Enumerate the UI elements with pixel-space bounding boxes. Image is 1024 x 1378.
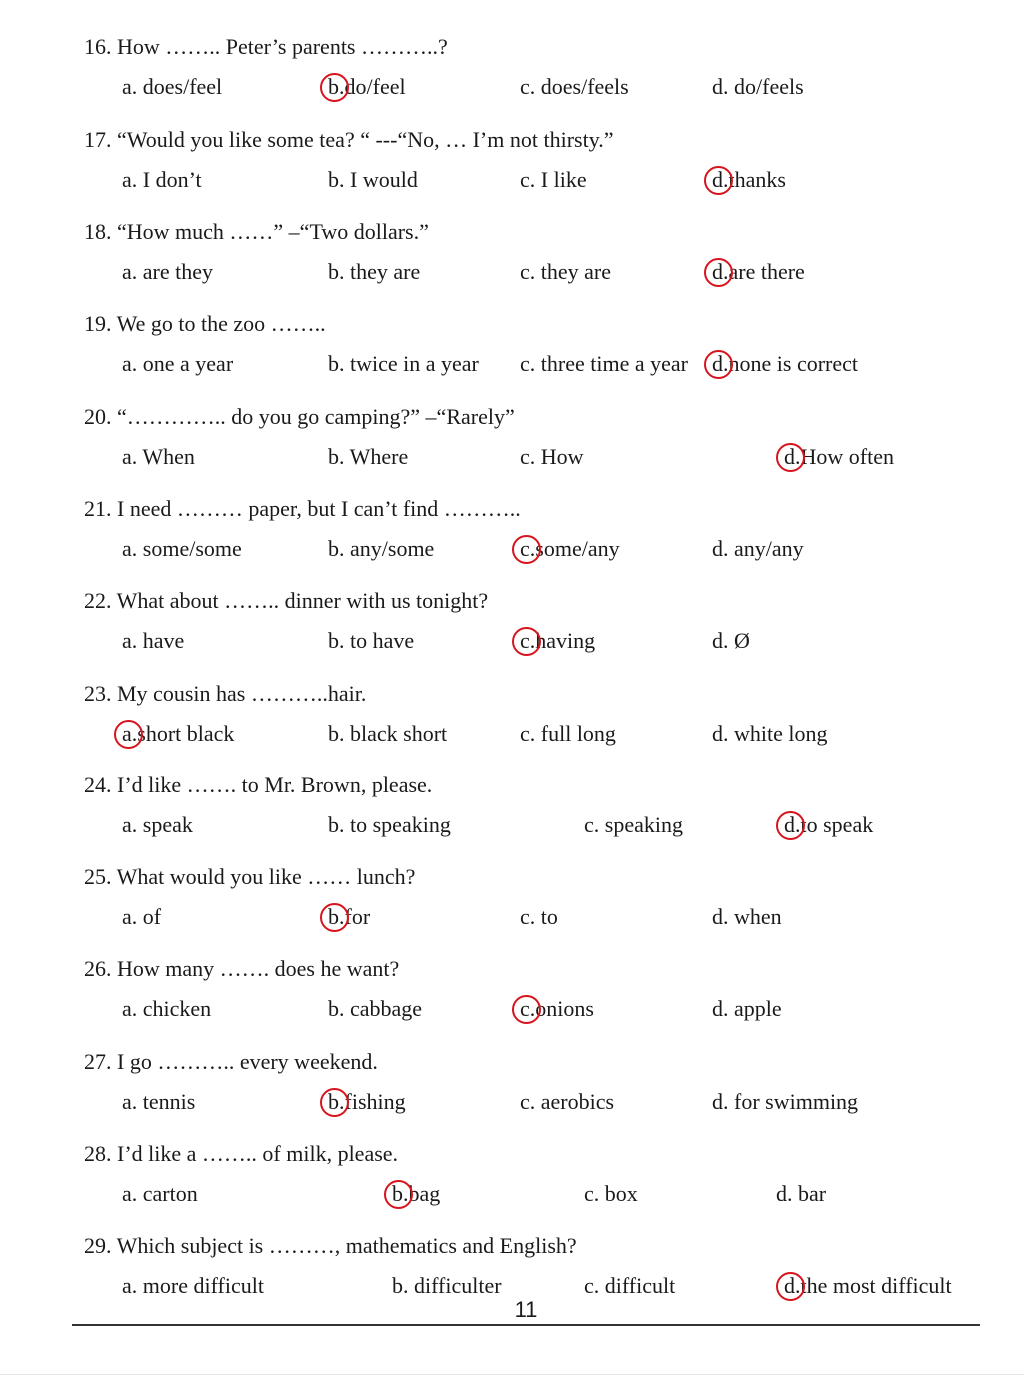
question-26	[0, 936, 1024, 1028]
question-number: 25.	[84, 864, 112, 889]
option-b[interactable]	[328, 626, 414, 656]
question-number: 24.	[84, 772, 112, 797]
option-letter: b.	[392, 1273, 409, 1298]
question-text	[84, 494, 521, 524]
option-text: some/some	[137, 536, 242, 561]
option-text: have	[137, 628, 185, 653]
option-letter: d.	[712, 628, 729, 653]
answer-circle-mark: d.	[784, 810, 801, 840]
option-letter: c.	[520, 74, 536, 99]
question-stem: I need ……… paper, but I can’t find ………..	[117, 496, 521, 521]
option-b-selected[interactable]	[328, 1087, 406, 1117]
option-c[interactable]	[520, 719, 616, 749]
question-number: 27.	[84, 1049, 112, 1074]
answer-circle-mark: d.	[712, 349, 729, 379]
option-c-selected[interactable]	[520, 994, 594, 1024]
option-letter: a.	[122, 536, 138, 561]
question-stem: “………….. do you go camping?” –“Rarely”	[117, 404, 515, 429]
option-text: aerobics	[535, 1089, 615, 1114]
question-29	[0, 1213, 1024, 1305]
option-text: of	[137, 904, 162, 929]
option-text: full long	[535, 721, 616, 746]
option-text: having	[535, 628, 596, 653]
option-letter: d.	[712, 721, 729, 746]
option-text: carton	[137, 1181, 198, 1206]
option-text: they are	[344, 259, 421, 284]
option-text: black short	[344, 721, 448, 746]
question-stem: How …….. Peter’s parents ………..?	[117, 34, 448, 59]
question-number: 17.	[84, 127, 112, 152]
question-number: 28.	[84, 1141, 112, 1166]
option-letter: c.	[584, 1273, 600, 1298]
question-number: 20.	[84, 404, 112, 429]
question-24	[0, 752, 1024, 844]
question-28	[0, 1121, 1024, 1213]
question-text	[84, 1047, 378, 1077]
question-22	[0, 568, 1024, 660]
option-letter: a.	[122, 74, 138, 99]
option-text: speaking	[599, 812, 683, 837]
option-letter: c.	[520, 444, 536, 469]
option-a[interactable]	[122, 1179, 198, 1209]
answer-circle-mark: b.	[392, 1179, 409, 1209]
option-text: one a year	[137, 351, 234, 376]
option-b[interactable]	[328, 442, 408, 472]
option-text: white long	[728, 721, 828, 746]
question-text	[84, 1231, 577, 1261]
page-edge-line	[0, 1374, 1024, 1375]
option-c[interactable]	[520, 165, 587, 195]
option-d[interactable]	[712, 534, 804, 564]
option-letter: b.	[328, 628, 345, 653]
option-letter: b.	[328, 721, 345, 746]
option-text: short black	[137, 721, 235, 746]
option-letter: c.	[520, 259, 536, 284]
question-number: 21.	[84, 496, 112, 521]
option-c[interactable]	[584, 810, 683, 840]
option-text: apple	[728, 996, 782, 1021]
question-27	[0, 1029, 1024, 1121]
option-c[interactable]	[520, 349, 688, 379]
option-text: to speak	[800, 812, 874, 837]
option-text: none is correct	[728, 351, 858, 376]
option-letter: a.	[122, 1273, 138, 1298]
option-letter: a.	[122, 444, 138, 469]
question-16	[0, 14, 1024, 106]
option-letter: b.	[328, 444, 345, 469]
option-letter: b.	[328, 167, 345, 192]
option-letter: a.	[122, 904, 138, 929]
option-a[interactable]	[122, 257, 213, 287]
question-text	[84, 954, 399, 984]
question-text	[84, 679, 366, 709]
option-letter: a.	[122, 1089, 138, 1114]
answer-circle-mark: d.	[784, 442, 801, 472]
question-stem: How many ……. does he want?	[117, 956, 400, 981]
question-17	[0, 107, 1024, 199]
question-19	[0, 291, 1024, 383]
option-letter: b.	[328, 812, 345, 837]
option-d[interactable]	[712, 626, 750, 656]
option-text: do/feels	[728, 74, 804, 99]
option-text: for swimming	[728, 1089, 859, 1114]
question-23	[0, 661, 1024, 753]
answer-circle-mark: d.	[712, 165, 729, 195]
option-text: difficulter	[408, 1273, 502, 1298]
question-stem: We go to the zoo ……..	[116, 311, 326, 336]
option-text: does/feel	[137, 74, 223, 99]
option-b[interactable]	[328, 534, 434, 564]
option-c[interactable]	[520, 902, 558, 932]
option-text: any/some	[344, 536, 435, 561]
question-25	[0, 844, 1024, 936]
answer-circle-mark: d.	[712, 257, 729, 287]
option-letter: a.	[122, 1181, 138, 1206]
option-text: to	[535, 904, 558, 929]
option-letter: a.	[122, 167, 138, 192]
answer-circle-mark: b.	[328, 1087, 345, 1117]
option-a[interactable]	[122, 72, 222, 102]
option-c[interactable]	[520, 1087, 614, 1117]
question-text	[84, 125, 614, 155]
option-letter: b.	[328, 536, 345, 561]
option-b[interactable]	[328, 994, 422, 1024]
option-d-selected[interactable]	[784, 442, 894, 472]
option-text: they are	[535, 259, 611, 284]
question-stem: What would you like …… lunch?	[116, 864, 416, 889]
option-b[interactable]	[328, 165, 418, 195]
option-d-selected[interactable]	[712, 257, 805, 287]
option-a[interactable]	[122, 534, 242, 564]
option-letter: c.	[584, 812, 600, 837]
option-letter: c.	[520, 904, 536, 929]
option-text: to have	[344, 628, 415, 653]
option-text: I don’t	[137, 167, 202, 192]
option-text: does/feels	[535, 74, 629, 99]
option-letter: b.	[328, 996, 345, 1021]
option-letter: a.	[122, 628, 138, 653]
option-text: any/any	[728, 536, 804, 561]
question-21	[0, 476, 1024, 568]
option-text: bar	[792, 1181, 827, 1206]
option-letter: c.	[520, 1089, 536, 1114]
option-text: tennis	[137, 1089, 196, 1114]
question-number: 29.	[84, 1233, 112, 1258]
question-number: 19.	[84, 311, 112, 336]
option-b[interactable]	[328, 810, 451, 840]
option-d[interactable]	[776, 1179, 826, 1209]
page-number: 11	[514, 1297, 538, 1322]
option-text: more difficult	[137, 1273, 264, 1298]
question-stem: What about …….. dinner with us tonight?	[116, 588, 489, 613]
option-a[interactable]	[122, 626, 184, 656]
option-letter: c.	[584, 1181, 600, 1206]
option-text: I would	[344, 167, 418, 192]
question-stem: “How much ……” –“Two dollars.”	[117, 219, 429, 244]
question-text	[84, 862, 415, 892]
question-stem: I’d like a …….. of milk, please.	[117, 1141, 399, 1166]
option-b[interactable]	[328, 349, 479, 379]
question-text	[84, 402, 515, 432]
answer-circle-mark: b.	[328, 902, 345, 932]
option-letter: a.	[122, 351, 138, 376]
option-d-selected[interactable]	[712, 165, 786, 195]
option-c-selected[interactable]	[520, 534, 620, 564]
answer-circle-mark: c.	[520, 994, 535, 1024]
option-text: bag	[408, 1181, 441, 1206]
option-text: are they	[137, 259, 213, 284]
option-text: some/any	[535, 536, 620, 561]
option-text: three time a year	[535, 351, 688, 376]
option-a[interactable]	[122, 442, 195, 472]
option-letter: d.	[712, 904, 729, 929]
option-letter: a.	[122, 259, 138, 284]
option-letter: b.	[328, 351, 345, 376]
option-text: When	[137, 444, 195, 469]
option-a[interactable]	[122, 810, 193, 840]
question-number: 23.	[84, 681, 112, 706]
option-text: chicken	[137, 996, 212, 1021]
option-letter: d.	[712, 996, 729, 1021]
option-b[interactable]	[328, 719, 447, 749]
option-b-selected[interactable]	[328, 902, 370, 932]
answer-circle-mark: d.	[784, 1271, 801, 1301]
option-a[interactable]	[122, 165, 202, 195]
option-c[interactable]	[520, 72, 629, 102]
option-text: I like	[535, 167, 587, 192]
option-text: box	[599, 1181, 638, 1206]
option-text: are there	[728, 259, 805, 284]
option-text: How often	[800, 444, 894, 469]
question-text	[84, 1139, 398, 1169]
option-text: twice in a year	[344, 351, 479, 376]
option-text: thanks	[728, 167, 786, 192]
question-number: 26.	[84, 956, 112, 981]
option-c[interactable]	[584, 1179, 638, 1209]
option-letter: c.	[520, 351, 536, 376]
option-c-selected[interactable]	[520, 626, 595, 656]
option-text: when	[728, 904, 782, 929]
option-a[interactable]	[122, 994, 211, 1024]
option-d[interactable]	[712, 902, 782, 932]
option-d-selected[interactable]	[712, 349, 858, 379]
option-letter: a.	[122, 996, 138, 1021]
question-stem: My cousin has ………..hair.	[117, 681, 367, 706]
answer-circle-mark: c.	[520, 534, 535, 564]
answer-circle-mark: a.	[122, 719, 137, 749]
option-text: fishing	[344, 1089, 406, 1114]
option-text: for	[344, 904, 371, 929]
answer-circle-mark: b.	[328, 72, 345, 102]
question-text	[84, 217, 429, 247]
option-text: How	[535, 444, 584, 469]
question-text	[84, 770, 432, 800]
question-text	[84, 309, 326, 339]
option-text: the most difficult	[800, 1273, 952, 1298]
option-b[interactable]	[328, 257, 420, 287]
question-number: 22.	[84, 588, 112, 613]
option-b-selected[interactable]	[328, 72, 406, 102]
question-number: 16.	[84, 34, 112, 59]
option-d[interactable]	[712, 994, 782, 1024]
option-letter: d.	[776, 1181, 793, 1206]
option-d[interactable]	[712, 1087, 858, 1117]
footer-rule	[72, 1324, 980, 1326]
option-d[interactable]	[712, 719, 828, 749]
option-text: Ø	[728, 628, 750, 653]
option-c[interactable]	[520, 442, 584, 472]
option-a[interactable]	[122, 1087, 195, 1117]
option-b-selected[interactable]	[392, 1179, 440, 1209]
option-letter: c.	[520, 167, 536, 192]
option-text: speak	[137, 812, 193, 837]
option-letter: b.	[328, 259, 345, 284]
option-c[interactable]	[520, 257, 611, 287]
question-20	[0, 384, 1024, 476]
option-a[interactable]	[122, 902, 161, 932]
option-letter: d.	[712, 536, 729, 561]
answer-circle-mark: c.	[520, 626, 535, 656]
option-d-selected[interactable]	[784, 810, 873, 840]
option-text: cabbage	[344, 996, 423, 1021]
option-letter: c.	[520, 721, 536, 746]
question-stem: I go ……….. every weekend.	[117, 1049, 378, 1074]
option-d[interactable]	[712, 72, 804, 102]
option-text: onions	[535, 996, 594, 1021]
question-stem: “Would you like some tea? “ ---“No, … I’m not thirsty.”	[117, 127, 614, 152]
option-letter: a.	[122, 812, 138, 837]
question-stem: I’d like ……. to Mr. Brown, please.	[117, 772, 433, 797]
option-text: to speaking	[344, 812, 451, 837]
question-stem: Which subject is ………, mathematics and English?	[116, 1233, 577, 1258]
question-number: 18.	[84, 219, 112, 244]
option-letter: d.	[712, 1089, 729, 1114]
option-a-selected[interactable]	[122, 719, 234, 749]
option-text: Where	[344, 444, 409, 469]
option-a[interactable]	[122, 349, 233, 379]
option-letter: d.	[712, 74, 729, 99]
question-text	[84, 32, 448, 62]
option-text: difficult	[599, 1273, 676, 1298]
question-text	[84, 586, 488, 616]
question-18	[0, 199, 1024, 291]
option-text: do/feel	[344, 74, 406, 99]
